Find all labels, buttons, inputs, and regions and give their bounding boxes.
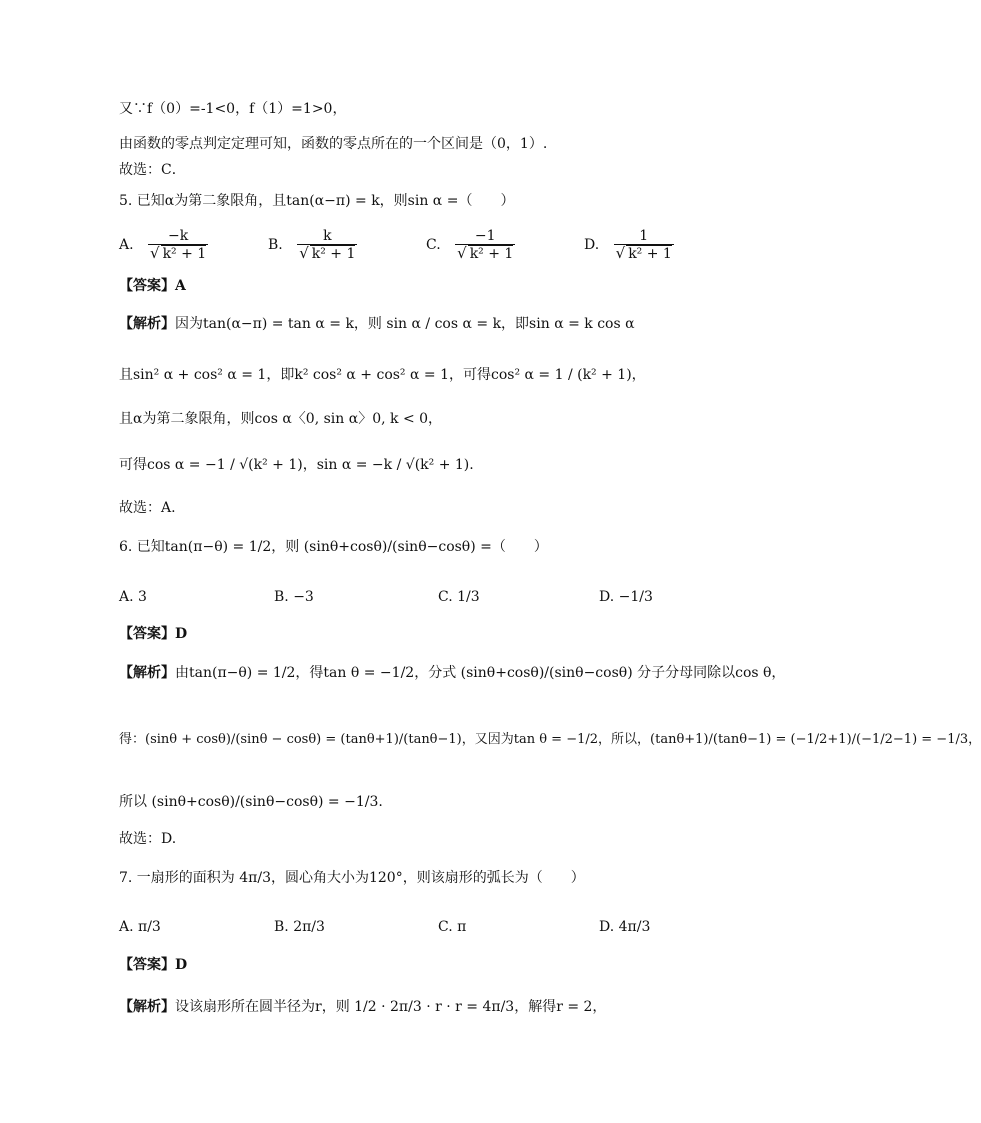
option-text: 4π/3 <box>618 919 651 935</box>
analysis-line <box>119 1000 606 1014</box>
option-d <box>599 920 650 934</box>
analysis-label: 【解析】 <box>119 316 175 332</box>
option-label: D. <box>599 589 615 605</box>
option-b <box>274 590 314 604</box>
option-d <box>599 590 653 604</box>
answer-label: 【答案】A <box>119 278 186 294</box>
option-text: −1/3 <box>618 589 653 605</box>
analysis-text: 由tan(π−θ) = 1/2，得tan θ = −1/2，分式 (sinθ+cosθ)/(sinθ−cosθ) 分子分母同除以cos θ， <box>175 665 786 681</box>
text-line: 由函数的零点判定定理可知，函数的零点所在的一个区间是（0，1）. <box>119 136 548 152</box>
option-text: π <box>457 919 467 935</box>
option-c: C. $\frac{-1}{\text{√ k² + 1}}$ <box>426 228 514 263</box>
analysis-line: 可得cos α = −1 / √(k² + 1)，sin α = −k / √(k² + 1). <box>119 457 474 473</box>
conclusion-line: 故选：A. <box>119 500 176 516</box>
question-5-stem: 5. 已知α为第二象限角，且tan(α−π) = k，则sin α =（ ） <box>119 193 515 209</box>
option-b <box>274 920 325 934</box>
option-label: C. <box>426 237 441 254</box>
option-text: 1/3 <box>457 589 480 605</box>
conclusion-line: 故选：D. <box>119 831 177 847</box>
analysis-text: 因为tan(α−π) = tan α = k，则 sin α / cos α = k，即sin α = k cos α <box>175 316 635 332</box>
fraction-denominator: k² + 1 <box>162 246 207 263</box>
question-6-stem: 6. 已知tan(π−θ) = 1/2，则 (sinθ+cosθ)/(sinθ−cosθ) =（ ） <box>119 539 548 555</box>
fraction-numerator: k <box>297 228 357 245</box>
fraction-numerator: −k <box>148 228 208 245</box>
option-label: C. <box>438 919 453 935</box>
analysis-line: 且α为第二象限角，则cos α〈0, sin α〉0, k < 0， <box>119 411 443 427</box>
option-a <box>119 590 147 604</box>
answer-label: 【答案】D <box>119 957 188 973</box>
option-label: B. <box>274 589 289 605</box>
analysis-line: 所以 (sinθ+cosθ)/(sinθ−cosθ) = −1/3. <box>119 794 383 810</box>
option-label: A. <box>119 589 134 605</box>
option-a: A. $\frac{-k}{\text{√ k² + 1}}$ <box>119 228 207 263</box>
option-text: π/3 <box>138 919 161 935</box>
option-c <box>438 920 466 934</box>
analysis-line: 得：(sinθ + cosθ)/(sinθ − cosθ) = (tanθ+1)/(tanθ−1)，又因为tan θ = −1/2，所以，(tanθ+1)/(tanθ−1) = (−1/2+1)/(−1/2−1) = −1/3， <box>119 732 981 747</box>
option-label: D. <box>584 237 600 254</box>
fraction-numerator: 1 <box>614 228 674 245</box>
fraction-denominator: k² + 1 <box>311 246 356 263</box>
analysis-line <box>119 666 785 680</box>
text-line: 故选：C． <box>119 162 186 178</box>
option-d: D. $\frac{1}{\text{√ k² + 1}}$ <box>584 228 672 263</box>
option-c <box>438 590 480 604</box>
analysis-line <box>119 317 635 331</box>
fraction-denominator: k² + 1 <box>469 246 514 263</box>
fraction-denominator: k² + 1 <box>628 246 672 263</box>
analysis-line: 且sin² α + cos² α = 1，即k² cos² α + cos² α = 1，可得cos² α = 1 / (k² + 1)， <box>119 367 646 383</box>
option-label: A. <box>119 919 134 935</box>
fraction-numerator: −1 <box>455 228 515 245</box>
option-label: B. <box>274 919 289 935</box>
option-text: 3 <box>138 589 147 605</box>
option-label: C. <box>438 589 453 605</box>
option-label: B. <box>268 237 283 254</box>
option-label: D. <box>599 919 615 935</box>
answer-label: 【答案】D <box>119 626 188 642</box>
analysis-label: 【解析】 <box>119 999 175 1015</box>
analysis-label: 【解析】 <box>119 665 175 681</box>
option-label: A. <box>119 237 134 254</box>
question-7-stem: 7. 一扇形的面积为 4π/3，圆心角大小为120°，则该扇形的弧长为（ ） <box>119 870 585 886</box>
option-text: −3 <box>293 589 314 605</box>
option-b: B. $\frac{k}{\text{√ k² + 1}}$ <box>268 228 356 263</box>
text-line: 又∵f（0）=-1<0，f（1）=1>0， <box>119 101 347 117</box>
analysis-text: 设该扇形所在圆半径为r，则 1/2 · 2π/3 · r · r = 4π/3，解得r = 2， <box>175 999 607 1015</box>
option-text: 2π/3 <box>293 919 325 935</box>
option-a <box>119 920 161 934</box>
